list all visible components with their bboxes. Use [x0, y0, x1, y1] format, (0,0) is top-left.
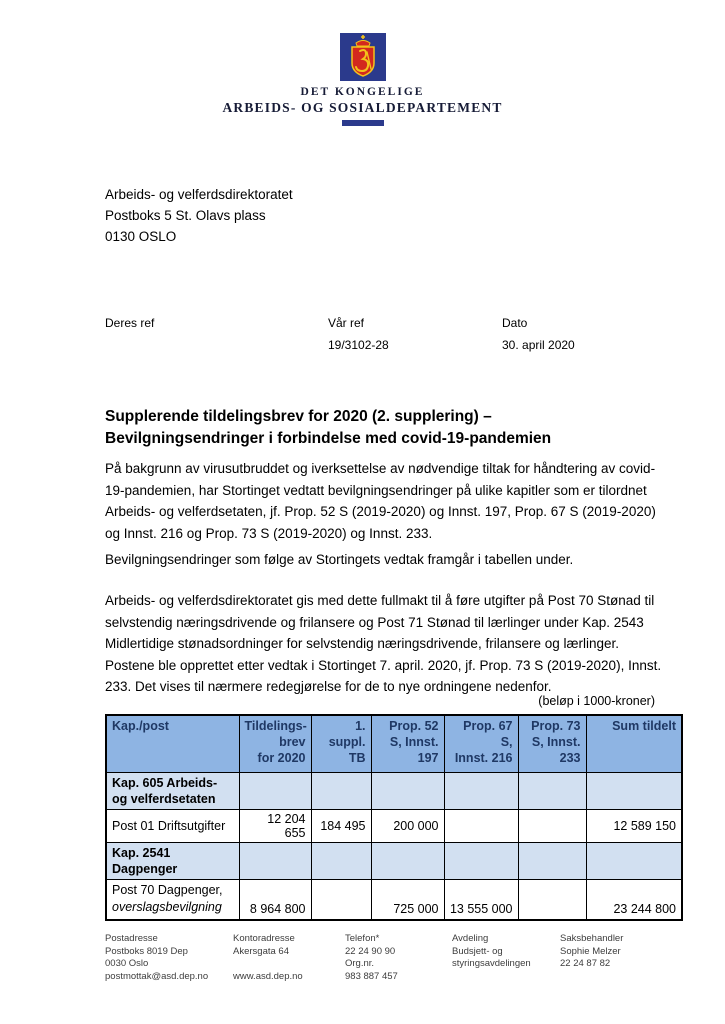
- deres-ref-label: Deres ref: [105, 316, 155, 330]
- cell-prop67: [444, 809, 518, 842]
- royal-coat-of-arms-icon: [340, 33, 386, 81]
- table-row-post70: [106, 879, 682, 920]
- var-ref-label: Vår ref: [328, 316, 365, 330]
- letterhead-divider: [342, 120, 384, 126]
- footer-phone-orgnr: Telefon* 22 24 90 90 Org.nr. 983 887 457: [345, 933, 398, 982]
- table-caption: (beløp i 1000-kroner): [538, 694, 655, 708]
- cell-sum: 12 589 150: [586, 809, 682, 842]
- recipient-city: 0130 OSLO: [105, 229, 177, 244]
- cell-prop73: [518, 809, 586, 842]
- grants-table: [105, 714, 683, 921]
- cell-tildelingsbrev: 8 964 800: [239, 879, 311, 920]
- cell-kap: Post 01 Driftsutgifter: [106, 809, 239, 842]
- deres-ref-column: [105, 316, 154, 338]
- cell-kap: [106, 879, 239, 920]
- table-section-row-kap605: [106, 772, 682, 809]
- section-label-kap2541: Kap. 2541 Dagpenger: [106, 842, 239, 879]
- header-prop73: Prop. 73 S, Innst. 233: [518, 715, 586, 772]
- cell-suppl-tb: 184 495: [311, 809, 371, 842]
- cell-prop52: 200 000: [371, 809, 444, 842]
- header-prop52: Prop. 52 S, Innst. 197: [371, 715, 444, 772]
- recipient-address: [105, 184, 293, 247]
- header-sum-tildelt: Sum tildelt: [586, 715, 682, 772]
- document-title: Supplerende tildelingsbrev for 2020 (2. supplering) – Bevilgningsendringer i forbindelse med covid-19-pandemien: [105, 408, 552, 447]
- section-label-kap605: Kap. 605 Arbeids- og velferdsetaten: [106, 772, 239, 809]
- recipient-name: Arbeids- og velferdsdirektoratet: [105, 187, 293, 202]
- table-row-post01: [106, 809, 682, 842]
- var-ref-column: [328, 316, 389, 352]
- cell-prop67: 13 555 000: [444, 879, 518, 920]
- header-kap-post: Kap./post: [106, 715, 239, 772]
- header-suppl-tb: 1. suppl. TB: [311, 715, 371, 772]
- body-paragraph-2: Bevilgningsendringer som følge av Stortingets vedtak framgår i tabellen under.: [105, 552, 574, 567]
- ministry-name-line2: ARBEIDS- OG SOSIALDEPARTEMENT: [222, 100, 503, 115]
- footer-caseworker: Saksbehandler Sophie Melzer 22 24 87 82: [560, 933, 624, 969]
- cell-tildelingsbrev: 12 204 655: [239, 809, 311, 842]
- dato-label: Dato: [502, 316, 528, 330]
- body-paragraph-3: Arbeids- og velferdsdirektoratet gis med dette fullmakt til å føre utgifter på Post 70 Stønad til selvstendig næringsdrivende og frilansere og Post 71 Stønad til lærlinger under Kap. 2543 Midlertidige stønadsordninger for selvstendig næringsdrivende, frilansere og lærlinger. Postene ble opprettet etter vedtak i Stortinget 7. april. 2020, jf. Prop. 73 S (2019-2020), Innst. 233. Det vises til nærmere redegjørelse for de to nye ordningene nedenfor.: [105, 593, 662, 694]
- body-paragraph-1: På bakgrunn av virusutbruddet og iverksettelse av nødvendige tiltak for håndtering av covid-19-pandemien, har Stortinget vedtatt bevilgningsendringer på ulike kapitler som er tilordnet Arbeids- og velferdsetaten, jf. Prop. 52 S (2019-2020) og Innst. 197, Prop. 67 S (2019-2020) og Innst. 216 og Prop. 73 S (2019-2020) og Innst. 233.: [105, 461, 656, 541]
- ministry-name-line1: DET KONGELIGE: [300, 86, 425, 98]
- footer-office-address: Kontoradresse Akersgata 64 www.asd.dep.no: [233, 933, 303, 982]
- table-section-row-kap2541: [106, 842, 682, 879]
- dato-column: [502, 316, 575, 352]
- footer-department: Avdeling Budsjett- og styringsavdelingen: [452, 933, 531, 969]
- var-ref-value: 19/3102-28: [328, 338, 389, 352]
- letterhead: [0, 33, 725, 126]
- header-tildelingsbrev: Tildelings- brev for 2020: [239, 715, 311, 772]
- cell-suppl-tb: [311, 879, 371, 920]
- dato-value: 30. april 2020: [502, 338, 575, 352]
- cell-prop73: [518, 879, 586, 920]
- cell-sum: 23 244 800: [586, 879, 682, 920]
- cell-kap-line2: overslagsbevilgning: [112, 899, 222, 914]
- cell-kap-line1: Post 70 Dagpenger,: [112, 882, 223, 897]
- header-prop67: Prop. 67 S, Innst. 216: [444, 715, 518, 772]
- footer-postal-address: Postadresse Postboks 8019 Dep 0030 Oslo postmottak@asd.dep.no: [105, 933, 209, 982]
- recipient-street: Postboks 5 St. Olavs plass: [105, 208, 266, 223]
- cell-prop52: 725 000: [371, 879, 444, 920]
- table-header-row: [106, 715, 682, 772]
